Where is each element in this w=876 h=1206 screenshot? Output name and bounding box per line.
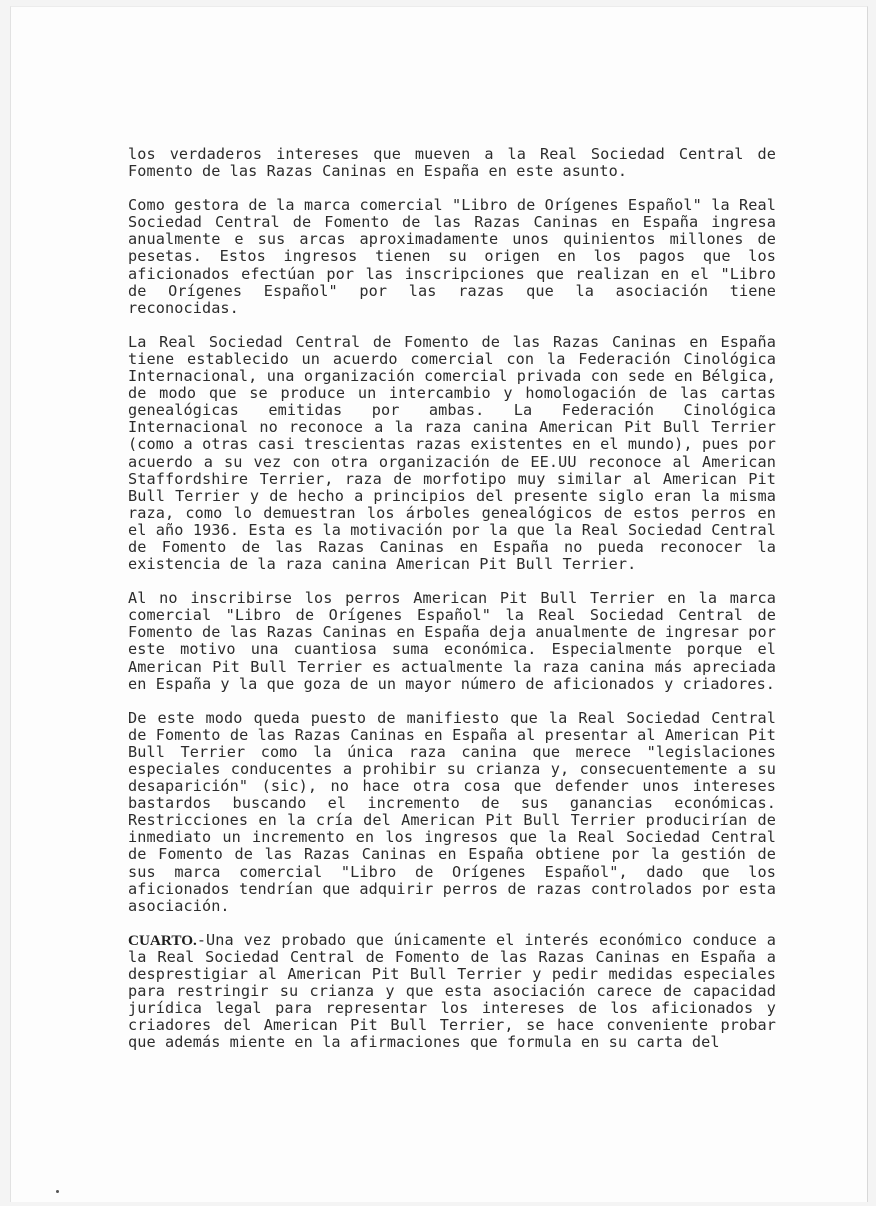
paragraph-fci-agreement: La Real Sociedad Central de Fomento de las Razas Caninas en España tiene establecido un acuerdo comercial con la Federación Cinológica Internacional, una organización comercial privada con sede en Bélgica, de modo que se produce un intercambio y homologación de las cartas genealógicas emitidas por ambas. La Federación Cinológica Internacional no reconoce a la raza canina American Pit Bull Terrier (como a otras casi trescientas razas existentes en el mundo), pues por acuerdo a su vez con otra organización de EE.UU reconoce al American Staffordshire Terrier, raza de morfotipo muy similar al American Pit Bull Terrier y de hecho a principios del presente siglo eran la misma raza, como lo demuestran los árboles genealógicos de estos perros en el año 1936. Esta es la motivación por la que la Real Sociedad Central de Fomento de las Razas Caninas en España no pueda reconocer la existencia de la raza canina American Pit Bull Terrier. (128, 332, 776, 574)
paragraph-intro: los verdaderos intereses que mueven a la Real Sociedad Central de Fomento de las Razas Caninas en España en este asunto. (128, 145, 776, 181)
paragraph-interests: De este modo queda puesto de manifiesto que la Real Sociedad Central de Fomento de las Razas Caninas en España al presentar al American Pit Bull Terrier como la única raza canina que merece "legislaciones especiales conducentes a prohibir su crianza y, consecuentemente a su desaparición" (sic), no hace otra cosa que defender unos intereses bastardos buscando el incremento de sus ganancias económicas. Restricciones en la cría del American Pit Bull Terrier producirían de inmediato un incremento en los ingresos que la Real Sociedad Central de Fomento de las Razas Caninas en España obtiene por la gestión de sus marca comercial "Libro de Orígenes Español", dado que los aficionados tendrían que adquirir perros de razas controlados por esta asociación. (128, 708, 776, 915)
section-heading-cuarto: CUARTO. (128, 931, 197, 949)
paragraph-cuarto-text: -Una vez probado que únicamente el interés económico conduce a la Real Sociedad Central de Fomento de las Razas Caninas en España a desprestigiar al American Pit Bull Terrier y pedir medidas especiales para restringir su crianza y que esta asociación carece de capacidad jurídica legal para representar los intereses de los aficionados y criadores del American Pit Bull Terrier, se hace conveniente probar que además miente en la afirmaciones que formula en su carta del (128, 930, 776, 1052)
document-body (128, 146, 776, 1052)
paragraph-registration-loss: Al no inscribirse los perros American Pit Bull Terrier en la marca comercial "Libro de Orígenes Español" la Real Sociedad Central de Fomento de las Razas Caninas en España deja anualmente de ingresar por este motivo una cuantiosa suma económica. Especialmente porque el American Pit Bull Terrier es actualmente la raza canina más apreciada en España y la que goza de un mayor número de aficionados y criadores. (128, 589, 776, 693)
paragraph-libro-origenes: Como gestora de la marca comercial "Libro de Orígenes Español" la Real Sociedad Central de Fomento de las Razas Caninas en España ingresa anualmente e sus arcas aproximadamente unos quinientos millones de pesetas. Estos ingresos tienen su origen en los pagos que los aficionados efectúan por las inscripciones que realizan en el "Libro de Orígenes Español" por las razas que la asociación tiene reconocidas. (128, 196, 776, 317)
paper-speck (56, 1190, 59, 1193)
paragraph-cuarto (128, 932, 776, 1052)
